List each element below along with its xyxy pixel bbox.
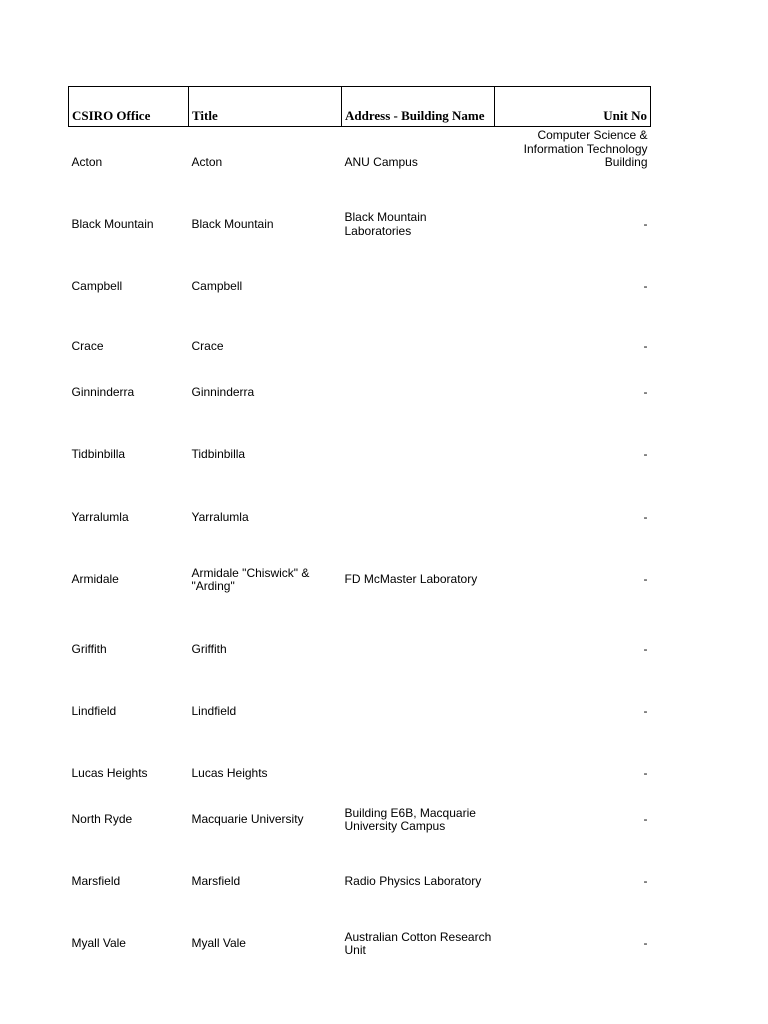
office-cell: Lindfield — [71, 703, 117, 718]
address-cell — [342, 681, 495, 743]
unit-cell: - — [643, 384, 648, 399]
unit-cell: - — [643, 510, 648, 525]
title-cell: Ginninderra — [191, 384, 255, 399]
unit-cell: - — [643, 936, 648, 951]
title-cell: Marsfield — [191, 874, 241, 889]
office-cell: Yarralumla — [71, 510, 129, 525]
title-cell: Black Mountain — [191, 216, 274, 231]
office-cell: Campbell — [71, 279, 123, 294]
unit-cell: - — [643, 641, 648, 656]
unit-cell: - — [643, 874, 648, 889]
header-csiro-office: CSIRO Office — [69, 87, 189, 127]
address-cell: Building E6B, Macquarie University Campus — [344, 805, 476, 833]
address-cell: Black Mountain Laboratories — [344, 210, 427, 238]
address-cell — [342, 416, 495, 495]
table-row — [69, 542, 651, 619]
address-cell: ANU Campus — [344, 155, 418, 169]
header-unit-no: Unit No — [495, 87, 651, 127]
table-row — [69, 370, 651, 416]
office-cell: Marsfield — [71, 874, 121, 889]
address-cell: Radio Physics Laboratory — [344, 874, 482, 889]
table-row — [69, 619, 651, 681]
office-cell: Ginninderra — [71, 384, 135, 399]
office-cell: Tidbinbilla — [71, 447, 126, 462]
table-row — [69, 324, 651, 370]
address-cell — [342, 619, 495, 681]
unit-cell: - — [643, 216, 648, 231]
title-cell: Griffith — [191, 641, 227, 656]
table-row — [69, 495, 651, 542]
header-title: Title — [189, 87, 342, 127]
unit-cell: - — [643, 765, 648, 780]
table-row — [69, 127, 651, 199]
title-cell: Macquarie University — [191, 812, 304, 827]
office-cell: Lucas Heights — [71, 765, 148, 780]
title-cell: Lucas Heights — [191, 765, 268, 780]
unit-cell: - — [643, 338, 648, 353]
title-cell: Armidale "Chiswick" & "Arding" — [191, 565, 310, 593]
office-cell: Acton — [71, 155, 103, 169]
address-cell — [342, 324, 495, 370]
csiro-office-table — [68, 86, 651, 960]
office-cell: Crace — [71, 338, 104, 353]
table-row — [69, 743, 651, 805]
table-row — [69, 805, 651, 836]
office-cell: Myall Vale — [71, 936, 126, 951]
title-cell: Tidbinbilla — [191, 447, 246, 462]
header-address-building-name: Address - Building Name — [342, 87, 495, 127]
table-row — [69, 416, 651, 495]
address-cell: FD McMaster Laboratory — [344, 572, 478, 587]
title-cell: Myall Vale — [191, 936, 246, 951]
address-cell: Australian Cotton Research Unit — [344, 929, 492, 957]
unit-cell: - — [643, 703, 648, 718]
table-row — [69, 251, 651, 324]
header-row — [69, 87, 651, 127]
title-cell: Lindfield — [191, 703, 237, 718]
office-cell: North Ryde — [71, 812, 133, 827]
spreadsheet-page — [68, 86, 650, 960]
title-cell: Campbell — [191, 279, 243, 294]
unit-cell: Computer Science & Information Technology Building — [523, 128, 648, 169]
table-row — [69, 199, 651, 251]
office-cell: Griffith — [71, 641, 107, 656]
table-row — [69, 681, 651, 743]
unit-cell: - — [643, 812, 648, 827]
address-cell — [342, 495, 495, 542]
table-row — [69, 929, 651, 960]
title-cell: Crace — [191, 338, 224, 353]
unit-cell: - — [643, 279, 648, 294]
address-cell — [342, 743, 495, 805]
table-row — [69, 836, 651, 929]
office-cell: Armidale — [71, 572, 119, 587]
address-cell — [342, 251, 495, 324]
title-cell: Acton — [191, 155, 223, 169]
address-cell — [342, 370, 495, 416]
title-cell: Yarralumla — [191, 510, 249, 525]
unit-cell: - — [643, 447, 648, 462]
unit-cell: - — [643, 572, 648, 587]
office-cell: Black Mountain — [71, 216, 154, 231]
